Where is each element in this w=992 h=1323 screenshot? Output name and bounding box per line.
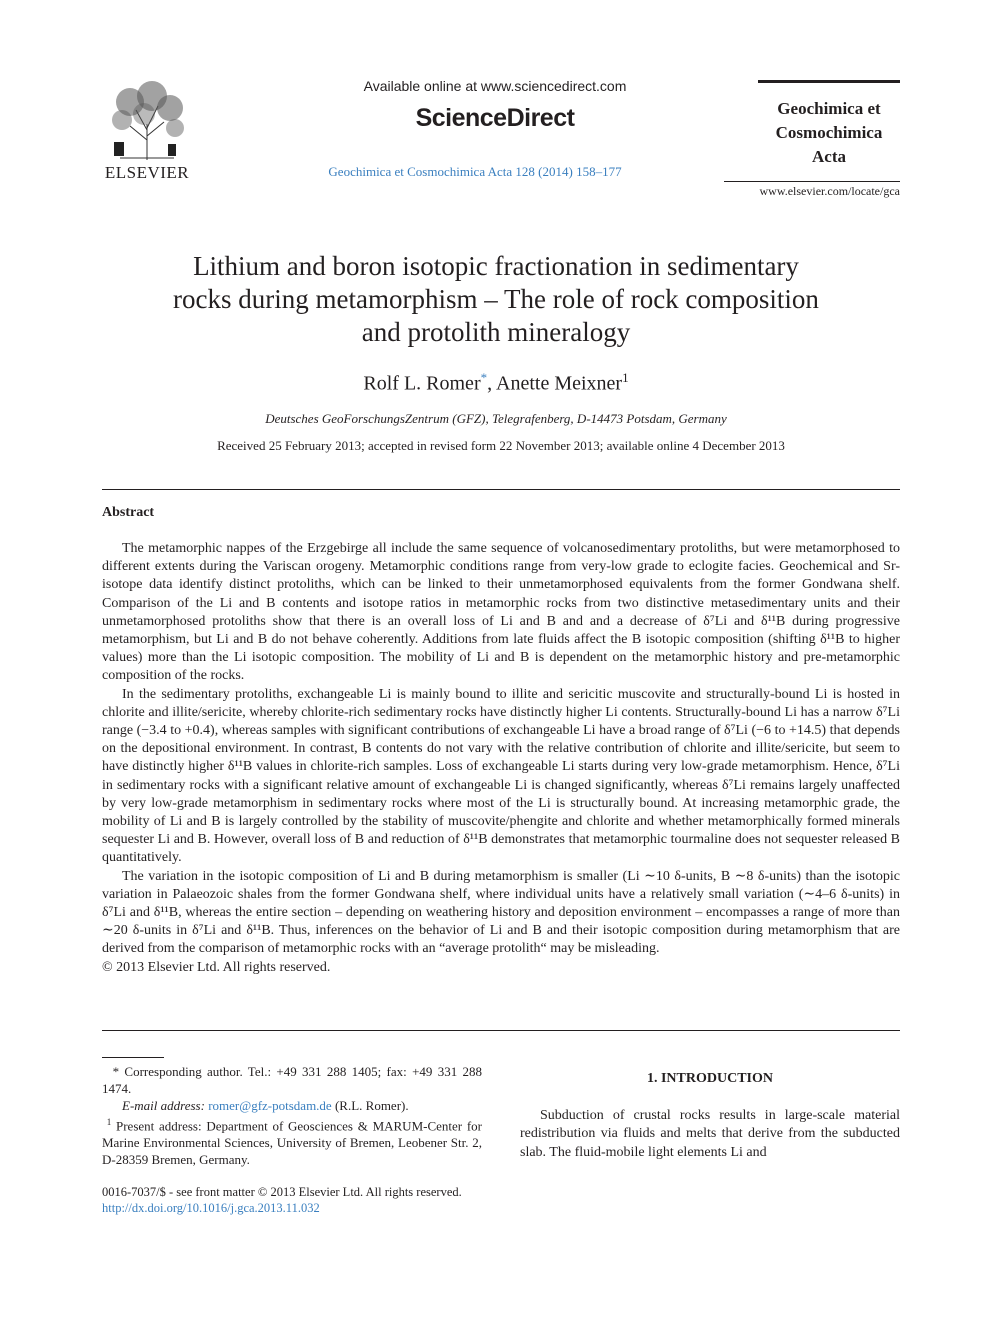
- author-separator: ,: [487, 372, 497, 395]
- introduction-body: [520, 1107, 900, 1162]
- abstract-paragraph-3: The variation in the isotopic composition of Li and B during metamorphism is smaller (Li ∼10 δ-units, B ∼8 δ-units) than the isotopic variation in Palaeozoic shales from the former Gondwana shelf, where individual units have a relatively small variation (∼4–6 δ-units) in δ⁷Li and δ¹¹B, whereas the entire section – depending on weathering history and deposition environment – encompasses a range of more than ∼20 δ-units in δ⁷Li and δ¹¹B. Thus, inferences on the behavior of Li and B and their isotopic composition during metamorphism that are derived from the comparison of metamorphic rocks with an “average protolith“ may be misleading.: [102, 868, 900, 957]
- copyright: © 2013 Elsevier Ltd. All rights reserved.: [102, 959, 331, 975]
- footnotes: [102, 1063, 482, 1168]
- doi-link[interactable]: http://dx.doi.org/10.1016/j.gca.2013.11.032: [102, 1201, 320, 1215]
- sciencedirect-logo[interactable]: ScienceDirect: [415, 104, 575, 132]
- journal-name-box: [758, 80, 900, 169]
- abstract-heading: Abstract: [102, 505, 155, 520]
- top-divider: [102, 489, 900, 490]
- author-list: [100, 370, 892, 396]
- article-dates: Received 25 February 2013; accepted in revised form 22 November 2013; available online 4 December 2013: [217, 438, 785, 453]
- footnote-present-address: [102, 1114, 482, 1168]
- title-line-1: Lithium and boron isotopic fractionation in sedimentary: [193, 251, 799, 281]
- footnote-mark-1[interactable]: 1: [622, 370, 629, 385]
- issn-block: [102, 1184, 522, 1216]
- introduction-heading: 1. INTRODUCTION: [646, 1071, 773, 1086]
- article-title: [100, 250, 892, 349]
- present-text: Present address: Department of Geosciences & MARUM-Center for Marine Environmental Sciences, University of Bremen, Leobener Str. 2, D-28359 Bremen, Germany.: [102, 1118, 483, 1168]
- abstract-paragraph-2: In the sedimentary protoliths, exchangeable Li is mainly bound to illite and sericitic muscovite and structurally-bound Li is hosted in chlorite and illite/sericite, whereby chlorite-rich sedimentary rocks have distinctly higher Li contents. Structurally-bound Li has a narrow δ⁷Li range (−3.4 to +0.4), whereas samples with significant contributions of exchangeable Li have a broad range of δ⁷Li (−6 to +14.5) that depends on the depositional environment. In contrast, B contents do not vary with the relative contribution of chlorite and illite/sericite, but seem to have distinctly higher δ¹¹B values in chlorite-rich samples. Loss of exchangeable Li starts during very low-grade metamorphism. Hence, δ⁷Li in sedimentary rocks with a significant relative amount of exchangeable Li is changed significantly, whereas δ⁷Li remains largely unaffected by very low-grade metamorphism in sedimentary rocks where most of the Li is structurally bound. At increasing metamorphic grade, the mobility of Li and B is largely controlled by the stability of muscovite/phengite and chlorite and whether metamorphically formed minerals sequester Li and B. However, overall loss of B and reduction of δ¹¹B demonstrates that metamorphic tourmaline does not sequester released B quantitatively.: [102, 686, 900, 866]
- journal-name-line2: Cosmochimica: [775, 123, 883, 142]
- title-line-2: rocks during metamorphism – The role of rock composition: [173, 284, 819, 314]
- journal-name-line3: Acta: [812, 147, 846, 166]
- author-romer: Rolf L. Romer: [363, 372, 481, 395]
- present-mark: 1: [106, 1117, 112, 1127]
- footnote-corresponding: [102, 1063, 482, 1097]
- available-online: Available online at www.sciencedirect.com: [363, 78, 627, 94]
- introduction-paragraph: Subduction of crustal rocks results in large-scale material redistribution via fluids and melts that derive from the subducted slab. The fluid-mobile light elements Li and: [520, 1108, 900, 1160]
- journal-name-line1: Geochimica et: [777, 99, 881, 118]
- footnote-rule: [102, 1057, 164, 1058]
- bottom-divider: [102, 1030, 900, 1031]
- abstract-body: [102, 540, 900, 977]
- affiliation: Deutsches GeoForschungsZentrum (GFZ), Telegrafenberg, D-14473 Potsdam, Germany: [265, 411, 727, 426]
- issn-line: 0016-7037/$ - see front matter © 2013 Elsevier Ltd. All rights reserved.: [102, 1185, 462, 1199]
- corresponding-text: Corresponding author. Tel.: +49 331 288 1405; fax: +49 331 288 1474.: [102, 1064, 483, 1096]
- title-line-3: and protolith mineralogy: [361, 317, 631, 347]
- journal-divider: [724, 181, 900, 182]
- email-link[interactable]: romer@gfz-potsdam.de: [208, 1098, 332, 1113]
- corresponding-mark: *: [112, 1064, 120, 1079]
- abstract-paragraph-1: The metamorphic nappes of the Erzgebirge all include the same sequence of volcanosedimentary protoliths, but were metamorphosed to different extents during the Variscan orogeny. Metamorphic conditions range from very-low grade to eclogite facies. Geochemical and Sr-isotope data identify distinct protoliths, which can be linked to their unmetamorphosed equivalents from the former Gondwana shelf. Comparison of the Li and B contents and isotope ratios in metamorphic rocks from two distinctive metasedimentary units and their unmetamorphosed protoliths show that there is an overall loss of Li and B and and a decrease of δ⁷Li and δ¹¹B during progressive metamorphism, but Li and B do not behave coherently. Additions from late fluids affect the B isotopic composition (shifting δ¹¹B to higher values) more than the Li isotopic composition. The mobility of Li and B is dependent on the metamorphic history and pre-metamorphic composition of the rocks.: [102, 541, 900, 684]
- author-meixner: Anette Meixner: [496, 372, 623, 395]
- email-label: E-mail address:: [122, 1098, 205, 1113]
- email-suffix: (R.L. Romer).: [334, 1098, 409, 1113]
- footnote-email: [102, 1097, 482, 1114]
- journal-reference-link[interactable]: Geochimica et Cosmochimica Acta 128 (2014) 158–177: [328, 164, 622, 179]
- corresponding-author-mark[interactable]: *: [480, 370, 488, 385]
- publisher-wordmark: ELSEVIER: [104, 163, 190, 182]
- journal-url[interactable]: www.elsevier.com/locate/gca: [759, 184, 900, 198]
